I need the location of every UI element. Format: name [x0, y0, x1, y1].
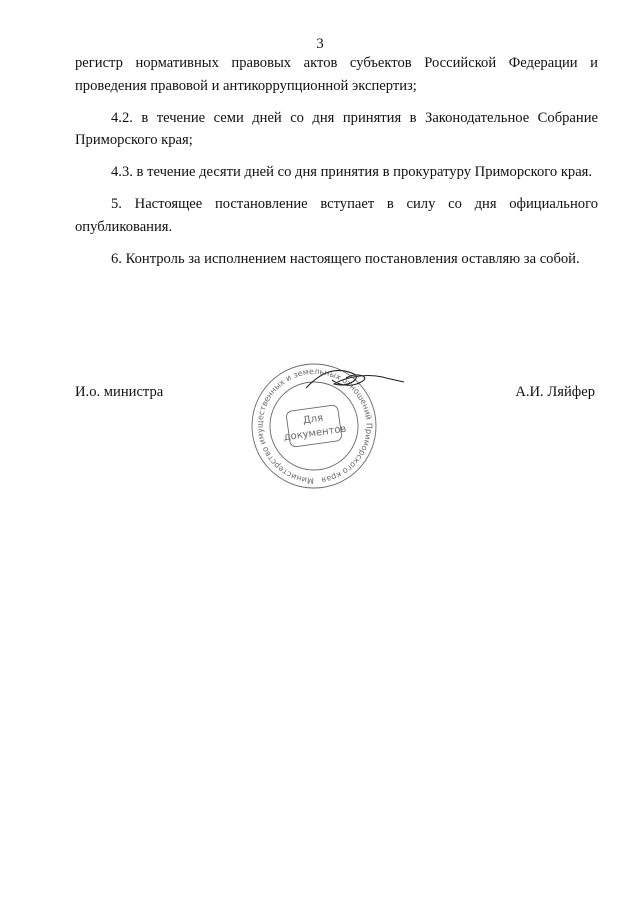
paragraph-6: 6. Контроль за исполнением настоящего постановления оставляю за собой.	[111, 250, 580, 267]
paragraph-5: 5. Настоящее постановление вступает в силу со дня официального опубликования.	[75, 196, 598, 235]
document-body	[75, 52, 598, 280]
page-number: 3	[316, 36, 324, 52]
signatory-title: И.о. министра	[75, 384, 164, 400]
signatory-name: А.И. Ляйфер	[515, 384, 595, 400]
paragraph-4-3: 4.3. в течение десяти дней со дня принятия в прокуратуру Приморского края.	[111, 164, 593, 181]
official-stamp	[236, 358, 416, 498]
paragraph-continuation: регистр нормативных правовых актов субъектов Российской Федерации и проведения правовой и антикоррупционной экспертиз;	[75, 55, 598, 94]
stamp-ring-text: Министерство имущественных и земельных отношений Приморского края	[255, 366, 374, 486]
stamp-center-text-1: Для	[302, 412, 324, 427]
stamp-center-text-2: документов	[283, 423, 348, 444]
paragraph-4-2: 4.2. в течение семи дней со дня принятия в Законодательное Собрание Приморского края;	[75, 109, 598, 149]
